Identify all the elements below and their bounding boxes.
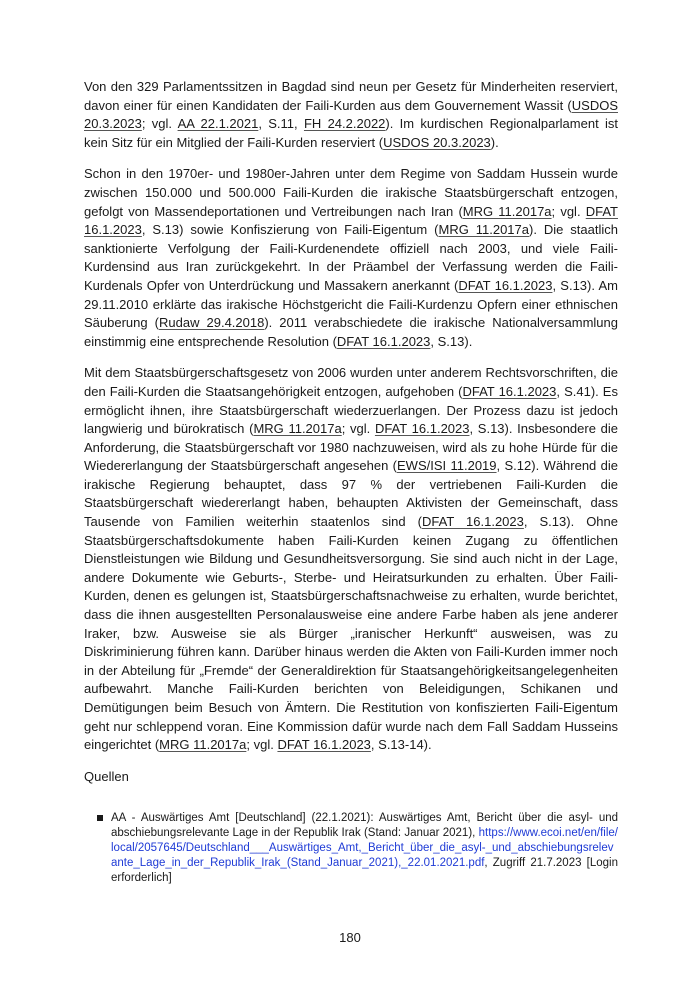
paragraph-text: Schon in den 1970er- und 1980er-Jahren unter dem Regime von Saddam Hussein wurde zwischen 150.000 und 500.000 Faili-Kurden die irakische Staatsbürgerschaft entzogen, gefolgt von Massendeportationen und Vertreibungen nach Iran ( xyxy=(84,166,618,219)
citation-link[interactable]: FH 24.2.2022 xyxy=(303,116,386,132)
citation-link[interactable]: USDOS 20.3.2023 xyxy=(84,97,618,132)
source-item xyxy=(97,811,618,886)
paragraph xyxy=(84,165,618,351)
citation-link[interactable]: DFAT 16.1.2023 xyxy=(84,203,618,238)
paragraph xyxy=(84,364,618,754)
bullet-square-icon xyxy=(97,815,103,821)
paragraph xyxy=(84,78,618,152)
citation-link[interactable]: EWS/ISI 11.2019 xyxy=(397,458,497,474)
citation-link[interactable]: Rudaw 29.4.2018 xyxy=(158,315,265,331)
paragraph-text: , S.13). Am 29.11.2010 erklärte das irakische Höchstgericht die Faili-Kurdenzu Opfern einer ethnischen Säuberung ( xyxy=(84,277,618,331)
source-text-after: , Zugriff 21.7.2023 [Login erforderlich] xyxy=(111,857,618,885)
citation-link[interactable]: DFAT 16.1.2023 xyxy=(277,737,371,753)
citation-link[interactable]: DFAT 16.1.2023 xyxy=(462,383,557,399)
citation-link[interactable]: MRG 11.2017a xyxy=(253,421,342,437)
body-text xyxy=(84,78,618,755)
citation-link[interactable]: DFAT 16.1.2023 xyxy=(422,514,524,530)
main-content xyxy=(84,78,618,886)
paragraph-text: , S.13-14). xyxy=(370,737,432,753)
paragraph-text: ). 2011 verabschiedete die irakische Nationalversammlung einstimmig eine entsprechende Resolution ( xyxy=(84,315,618,349)
paragraph-text: Von den 329 Parlamentssitzen in Bagdad sind neun per Gesetz für Minderheiten reserviert, davon einer für einen Kandidaten der Faili-Kurden aus dem Gouvernement Wassit ( xyxy=(84,79,618,113)
paragraph-text: , S.13). Insbesondere die Anforderung, die Staatsbürgerschaft vor 1980 nachzuweisen, wird als zu hohe Hürde für die Wiedererlangung der Staatsbürgerschaft angesehen ( xyxy=(84,421,618,474)
paragraph-text: , S.12). Während die irakische Regierung behauptet, dass 97 % der vertriebenen Faili-Kurden die Staatsbürgerschaft wiedererlangt haben, behaupten Aktivisten der Gemeinschaft, dass Tausende von Familien weiterhin staatenlos sind ( xyxy=(84,458,618,530)
citation-link[interactable]: USDOS 20.3.2023 xyxy=(383,134,491,150)
paragraph-text: ). Im kurdischen Regionalparlament ist kein Sitz für ein Mitglied der Faili-Kurden reserviert ( xyxy=(84,116,618,150)
citation-link[interactable]: DFAT 16.1.2023 xyxy=(458,277,553,293)
paragraph-text: , S.41). Es ermöglicht ihnen, ihre Staatsbürgerschaft wiederzuerlangen. Der Prozess dazu ist jedoch langwierig und bürokratisch ( xyxy=(84,383,618,437)
citation-link[interactable]: MRG 11.2017a xyxy=(462,203,552,219)
citation-link[interactable]: MRG 11.2017a xyxy=(438,222,529,238)
citation-link[interactable]: MRG 11.2017a xyxy=(159,737,247,753)
citation-link[interactable]: DFAT 16.1.2023 xyxy=(336,333,431,349)
paragraph-text: ; vgl. xyxy=(246,737,278,753)
paragraph-text: , S.13). Ohne Staatsbürgerschaftsdokumente haben Faili-Kurden keinen Zugang zu öffentlichen Dienstleistungen wie Bildung und Gesundheitsversorgung. Sie sind auch nicht in der Lage, andere Dokumente wie Geburts-, Sterbe- und Heiratsurkunden zu erhalten. Über Faili-Kurden, denen es gelungen ist, Staatsbürgerschaftsnachweise zu erhalten, wurde berichtet, dass die ihnen ausgestellten Personalausweise eine andere Farbe haben als jene anderer Iraker, bzw. Ausweise sie als Bürger „iranischer Herkunft“ ausweisen, was zu Diskriminierung führen kann. Darüber hinaus werden die Akten von Faili-Kurden immer noch in der Abteilung für „Fremde“ der Generaldirektion für Staatsangehörigkeitsangelegenheiten aufbewahrt. Manche Faili-Kurden berichten von Beleidigungen, Schikanen und Demütigungen beim Besuch von Ämtern. Die Restitution von konfiszierten Faili-Eigentum geht nur schleppend voran. Eine Kommission dafür wurde nach dem Fall Saddam Husseins eingerichtet ( xyxy=(84,514,618,753)
source-text-before: AA - Auswärtiges Amt [Deutschland] (22.1.2021): Auswärtiges Amt, Bericht über die asyl- und abschiebungsrelevante Lage in der Republik Irak (Stand: Januar 2021), xyxy=(111,812,618,840)
source-link[interactable]: https://www.ecoi.net/en/file/local/2057645/Deutschland___Auswärtiges_Amt,_Bericht_über_die_asyl-_und_abschiebungsrelevante_Lage_in_der_Republik_Irak_(Stand_Januar_2021),_22.01.2021.pdf xyxy=(111,827,618,870)
paragraph-text: , S.13). xyxy=(430,333,473,349)
paragraph-text: , S.13) sowie Konfiszierung von Faili-Eigentum ( xyxy=(141,222,439,238)
paragraph-text: ). Die staatlich sanktionierte Verfolgung der Faili-Kurdenendete offiziell nach 2003, und viele Faili-Kurdensind aus Iran zurückgekehrt. In der Präambel der Verfassung werden die Faili-Kurdenals Opfer von Unterdrückung und Massakern anerkannt ( xyxy=(84,222,618,293)
paragraph-text: , S.11, xyxy=(258,116,304,132)
paragraph-text: ; vgl. xyxy=(141,116,178,132)
sources-list xyxy=(84,811,618,886)
citation-link[interactable]: AA 22.1.2021 xyxy=(177,116,259,132)
page-number: 180 xyxy=(339,930,361,945)
paragraph-text: ; vgl. xyxy=(341,421,375,437)
paragraph-text: ). xyxy=(490,134,499,150)
sources-heading: Quellen xyxy=(84,768,129,784)
citation-link[interactable]: DFAT 16.1.2023 xyxy=(374,421,470,437)
paragraph-text: ; vgl. xyxy=(551,203,586,219)
paragraph-text: Mit dem Staatsbürgerschaftsgesetz von 2006 wurden unter anderem Rechtsvorschriften, die den Faili-Kurden die Staatsangehörigkeit entzogen, aufgehoben ( xyxy=(84,365,618,399)
